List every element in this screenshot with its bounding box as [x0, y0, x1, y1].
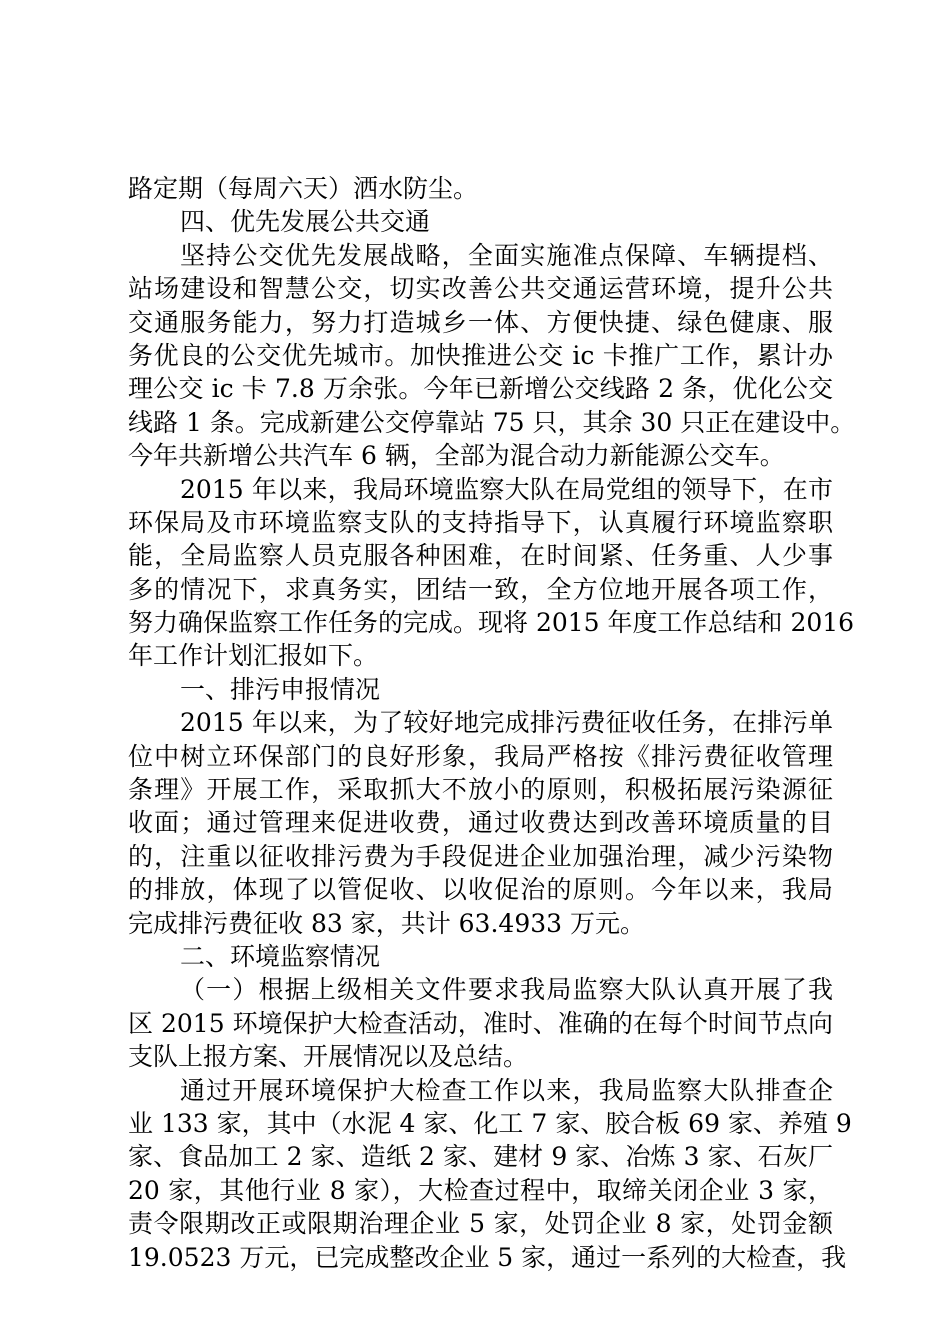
paragraph-line: 交通服务能力，努力打造城乡一体、方便快捷、绿色健康、服	[128, 307, 833, 337]
paragraph-line: 收面；通过管理来促进收费，通过收费达到改善环境质量的目	[128, 808, 833, 838]
paragraph-line: 的，注重以征收排污费为手段促进企业加强治理，减少污染物	[128, 841, 833, 871]
paragraph-line: 区 2015 环境保护大检查活动，准时、准确的在每个时间节点向	[128, 1008, 833, 1038]
section-heading-discharge-report: 一、排污申报情况	[180, 674, 381, 704]
paragraph-line: 20 家，其他行业 8 家），大检查过程中，取缔关闭企业 3 家，	[128, 1175, 833, 1205]
paragraph-line: 线路 1 条。完成新建公交停靠站 75 只，其余 30 只正在建设中。	[128, 407, 856, 437]
paragraph-line: 站场建设和智慧公交，切实改善公共交通运营环境，提升公共	[128, 274, 833, 304]
paragraph-line: 2015 年以来，我局环境监察大队在局党组的领导下，在市	[180, 474, 833, 504]
section-heading-environment-inspection: 二、环境监察情况	[180, 941, 381, 971]
paragraph-line: 责令限期改正或限期治理企业 5 家，处罚企业 8 家，处罚金额	[128, 1209, 833, 1239]
paragraph-line: 年工作计划汇报如下。	[128, 641, 379, 671]
section-heading-public-transport: 四、优先发展公共交通	[180, 207, 431, 237]
paragraph-line: 能，全局监察人员克服各种困难，在时间紧、任务重、人少事	[128, 541, 833, 571]
paragraph-line: 环保局及市环境监察支队的支持指导下，认真履行环境监察职	[128, 507, 833, 537]
paragraph-line: 的排放，体现了以管促收、以收促治的原则。今年以来，我局	[128, 875, 833, 905]
paragraph-line: 今年共新增公共汽车 6 辆，全部为混合动力新能源公交车。	[128, 441, 785, 471]
paragraph-line: 路定期（每周六天）洒水防尘。	[128, 174, 479, 203]
paragraph-line: 努力确保监察工作任务的完成。现将 2015 年度工作总结和 2016	[128, 608, 855, 638]
document-body	[128, 172, 856, 1274]
paragraph-line: 支队上报方案、开展情况以及总结。	[128, 1042, 529, 1072]
paragraph-line: （一）根据上级相关文件要求我局监察大队认真开展了我	[180, 975, 833, 1005]
paragraph-line: 19.0523 万元，已完成整改企业 5 家，通过一系列的大检查，我	[128, 1242, 847, 1272]
paragraph-line: 完成排污费征收 83 家，共计 63.4933 万元。	[128, 908, 645, 938]
paragraph-line: 业 133 家，其中（水泥 4 家、化工 7 家、胶合板 69 家、养殖 9	[128, 1108, 852, 1138]
paragraph-line: 坚持公交优先发展战略，全面实施准点保障、车辆提档、	[180, 240, 833, 270]
paragraph-line: 多的情况下，求真务实，团结一致，全方位地开展各项工作，	[128, 574, 833, 604]
paragraph-line: 通过开展环境保护大检查工作以来，我局监察大队排查企	[180, 1075, 833, 1105]
paragraph-line: 条理》开展工作，采取抓大不放小的原则，积极拓展污染源征	[128, 775, 833, 805]
paragraph-line: 理公交 ic 卡 7.8 万余张。今年已新增公交线路 2 条，优化公交	[128, 374, 833, 404]
paragraph-line: 2015 年以来，为了较好地完成排污费征收任务，在排污单	[180, 708, 833, 738]
paragraph-line: 务优良的公交优先城市。加快推进公交 ic 卡推广工作，累计办	[128, 340, 833, 370]
paragraph-line: 位中树立环保部门的良好形象，我局严格按《排污费征收管理	[128, 741, 833, 771]
paragraph-line: 家、食品加工 2 家、造纸 2 家、建材 9 家、冶炼 3 家、石灰厂	[128, 1142, 833, 1172]
